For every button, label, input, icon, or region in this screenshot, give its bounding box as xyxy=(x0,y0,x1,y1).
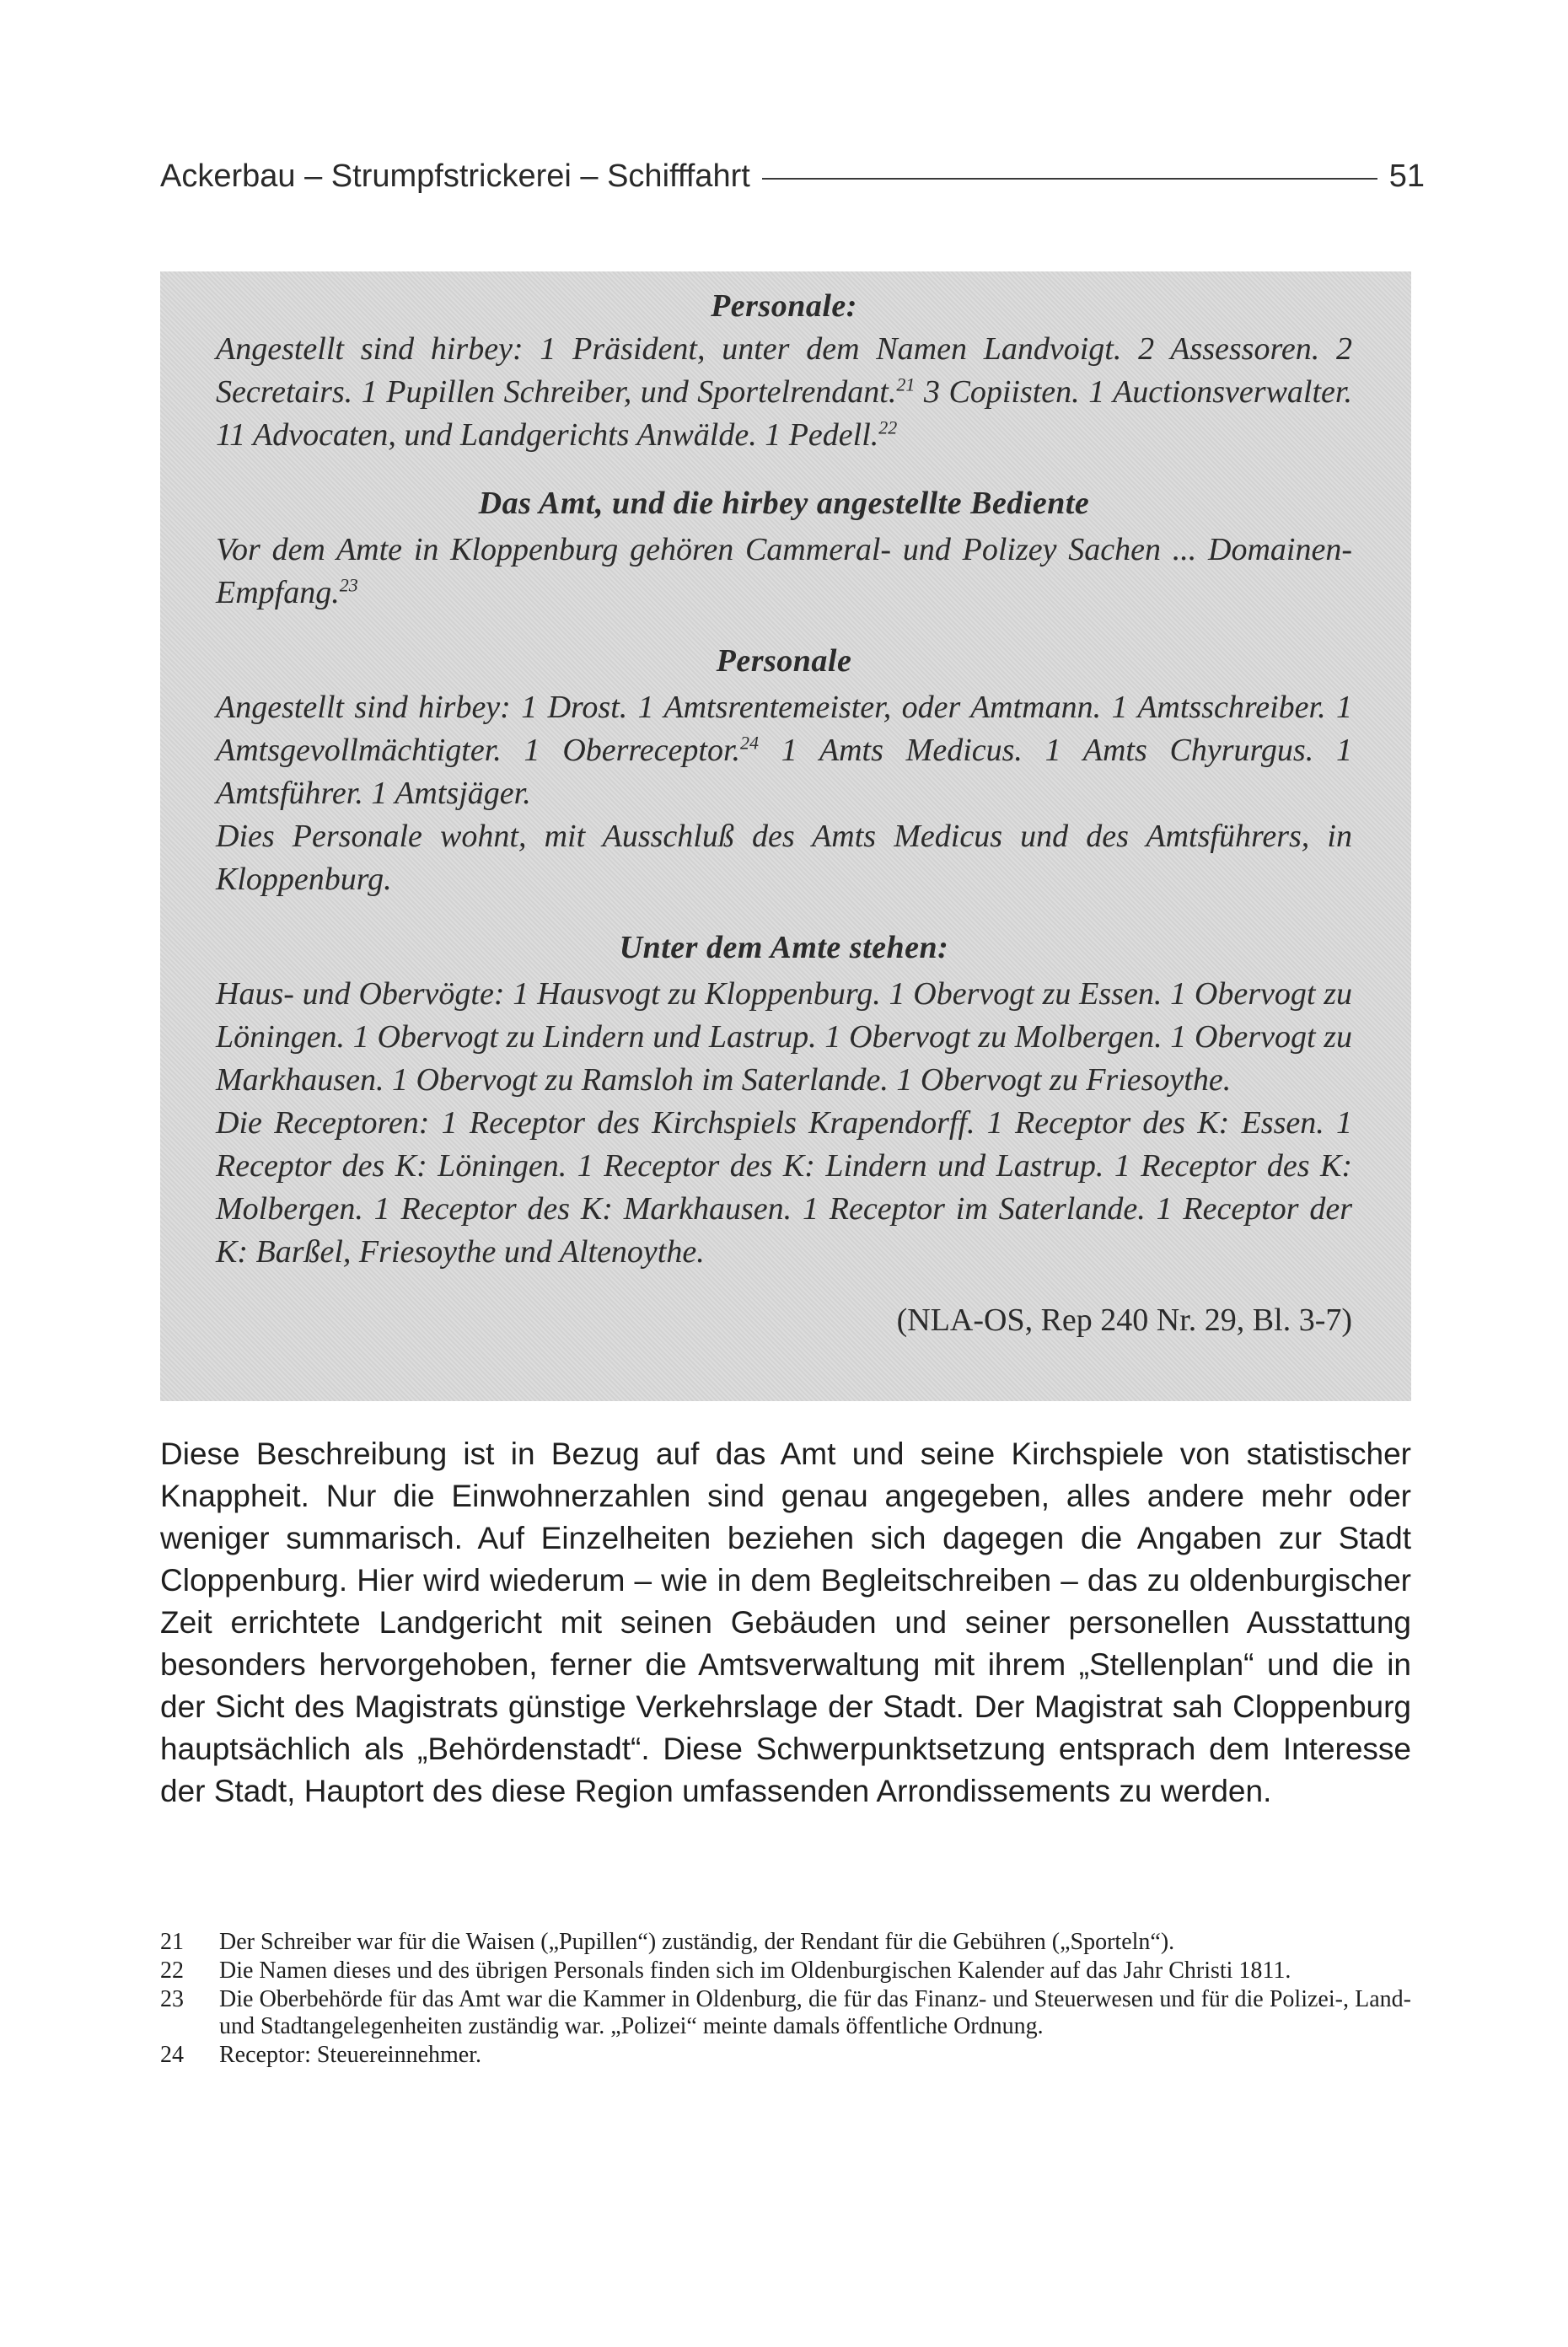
footnote-24 xyxy=(160,2042,1411,2069)
footnote-text: Receptor: Steuereinnehmer. xyxy=(219,2042,481,2068)
quote-paragraph-residence: Dies Personale wohnt, mit Ausschluß des Amts Medicus und des Amtsführers, in Kloppenburg. xyxy=(216,819,1352,897)
quote-text: Angestellt sind hirbey: 1 Drost. 1 Amtsrentemeister, oder Amtmann. 1 Amtsschreiber. 1 Amtsgevollmächtigter. 1 Oberreceptor. xyxy=(216,690,1352,768)
quote-paragraph-amt-staff xyxy=(216,686,1352,815)
quote-heading-personale-2: Personale xyxy=(716,643,852,679)
quote-source-citation: (NLA-OS, Rep 240 Nr. 29, Bl. 3-7) xyxy=(896,1302,1352,1338)
quotation-box xyxy=(160,271,1411,1401)
quote-paragraph-amt xyxy=(216,529,1352,615)
quote-text: 1 Amts Medicus. 1 Amts Chyrurgus. 1 Amtsführer. 1 Amtsjäger. xyxy=(216,733,1352,811)
page-number: 51 xyxy=(1388,158,1425,194)
footnotes xyxy=(160,1929,1411,2070)
footnote-ref-22: 22 xyxy=(878,416,898,438)
running-header xyxy=(160,158,1425,195)
header-rule xyxy=(762,178,1377,180)
footnote-number: 23 xyxy=(160,1986,184,2012)
footnote-ref-24: 24 xyxy=(740,732,760,754)
quote-paragraph-receptoren: Die Receptoren: 1 Receptor des Kirchspiels Krapendorff. 1 Receptor des K: Essen. 1 Receptor des K: Löningen. 1 Receptor des K: Lindern und Lastrup. 1 Receptor des K: Molbergen. 1 Receptor des K: Markhausen. 1 Receptor im Saterlande. 1 Receptor der K: Barßel, Friesoythe und Altenoythe. xyxy=(216,1105,1352,1270)
quote-paragraph-landgericht-staff xyxy=(216,328,1352,457)
quote-heading-unter-dem-amte: Unter dem Amte stehen: xyxy=(619,930,949,965)
running-header-title: Ackerbau – Strumpfstrickerei – Schifffahrt xyxy=(160,158,750,194)
body-paragraph: Diese Beschreibung ist in Bezug auf das Amt und seine Kirchspiele von statistischer Knappheit. Nur die Einwohnerzahlen sind genau angegeben, alles andere mehr oder weniger summarisch. Auf Einzelheiten beziehen sich dagegen die Angaben zur Stadt Cloppenburg. Hier wird wiederum – wie in dem Begleitschreiben – das zu oldenburgischer Zeit errichtete Landgericht mit seinen Gebäuden und seiner personellen Ausstattung besonders hervorgehoben, ferner die Amtsverwaltung mit ihrem „Stellenplan“ und die in der Sicht des Magistrats günstige Verkehrslage der Stadt. Der Magistrat sah Cloppenburg hauptsächlich als „Behördenstadt“. Diese Schwerpunktsetzung entsprach dem Interesse der Stadt, Hauptort des diese Region umfassenden Arrondissements zu werden. xyxy=(160,1437,1411,1808)
quote-paragraph-vogte: Haus- und Obervögte: 1 Hausvogt zu Kloppenburg. 1 Obervogt zu Essen. 1 Obervogt zu Löningen. 1 Obervogt zu Lindern und Lastrup. 1 Obervogt zu Molbergen. 1 Obervogt zu Markhausen. 1 Obervogt zu Ramsloh im Saterlande. 1 Obervogt zu Friesoythe. xyxy=(216,976,1352,1098)
footnote-23 xyxy=(160,1986,1411,2040)
footnote-ref-23: 23 xyxy=(339,574,358,596)
footnote-number: 24 xyxy=(160,2042,184,2068)
footnote-22 xyxy=(160,1958,1411,1984)
quote-heading-amt: Das Amt, und die hirbey angestellte Bediente xyxy=(478,486,1090,521)
footnote-text: Die Namen dieses und des übrigen Personals finden sich im Oldenburgischen Kalender auf das Jahr Christi 1811. xyxy=(219,1958,1291,1984)
quote-text: 3 Copiisten. 1 Auctionsverwalter. 11 Advocaten, und Landgerichts Anwälde. 1 Pedell. xyxy=(216,374,1352,453)
quote-text: Angestellt sind hirbey: 1 Präsident, unter dem Namen Landvoigt. 2 Assessoren. 2 Secretairs. 1 Pupillen Schreiber, und Sportelrendant. xyxy=(216,331,1352,410)
footnote-text: Die Oberbehörde für das Amt war die Kammer in Oldenburg, die für das Finanz- und Steuerwesen und für die Polizei-, Land- und Stadtangelegenheiten zuständig war. „Polizei“ meinte damals öffentliche Ordnung. xyxy=(219,1986,1411,2039)
footnote-ref-21: 21 xyxy=(896,373,916,395)
footnote-21 xyxy=(160,1929,1411,1956)
quote-text: Vor dem Amte in Kloppenburg gehören Cammeral- und Polizey Sachen ... Domainen-Empfang. xyxy=(216,532,1352,610)
footnote-number: 21 xyxy=(160,1929,184,1955)
footnote-text: Der Schreiber war für die Waisen („Pupillen“) zuständig, der Rendant für die Gebühren („Sporteln“). xyxy=(219,1929,1175,1955)
footnote-number: 22 xyxy=(160,1958,184,1984)
quote-heading-personale-1: Personale: xyxy=(711,288,857,324)
